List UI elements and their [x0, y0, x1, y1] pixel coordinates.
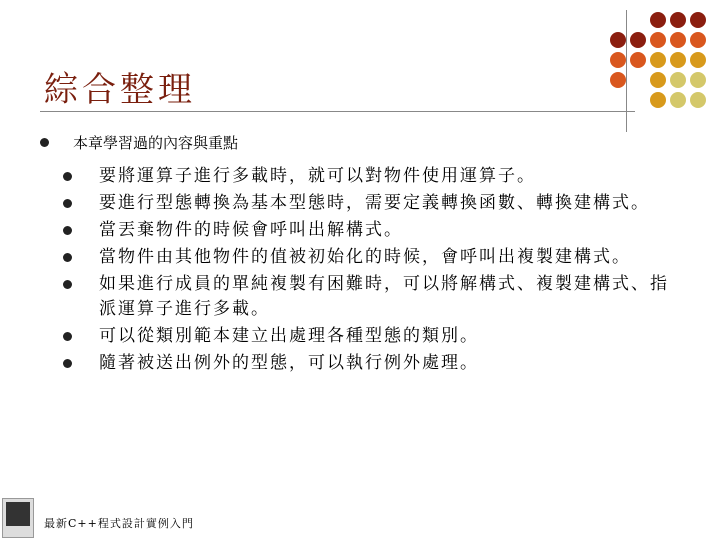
slide-title: 綜合整理	[44, 70, 196, 110]
decoration-dot	[670, 32, 686, 48]
decoration-dot	[610, 72, 626, 88]
decoration-dot	[650, 92, 666, 108]
list-item	[63, 164, 670, 189]
decoration-dot	[650, 12, 666, 28]
decoration-dot	[690, 32, 706, 48]
bullet-icon	[63, 332, 72, 341]
bullet-icon	[63, 359, 72, 368]
bullet-heading: 本章學習過的內容與重點	[73, 134, 239, 152]
bullet-icon	[63, 280, 72, 289]
list-item-text: 當丟棄物件的時候會呼叫出解構式。	[99, 220, 403, 240]
decoration-dot	[630, 52, 646, 68]
list-item-text: 要將運算子進行多載時，就可以對物件使用運算子。	[99, 166, 536, 186]
footer-text: 最新C++程式設計實例入門	[44, 517, 194, 530]
bullet-icon	[63, 172, 72, 181]
bullet-icon	[63, 253, 72, 262]
decoration-dot	[650, 72, 666, 88]
decoration-dot	[670, 52, 686, 68]
list-item-text: 隨著被送出例外的型態，可以執行例外處理。	[99, 353, 479, 373]
bullet-icon	[40, 138, 49, 147]
decoration-dot	[690, 72, 706, 88]
decoration-dot	[690, 12, 706, 28]
bullet-level1	[40, 132, 680, 154]
slide-content	[40, 132, 680, 378]
list-item	[63, 351, 670, 376]
decoration-vertical-line	[626, 10, 627, 132]
list-item-text: 要進行型態轉換為基本型態時，需要定義轉換函數、轉換建構式。	[99, 193, 650, 213]
bullet-icon	[63, 226, 72, 235]
list-item-text: 可以從類別範本建立出處理各種型態的類別。	[99, 326, 479, 346]
list-item-text: 當物件由其他物件的值被初始化的時候，會呼叫出複製建構式。	[99, 247, 631, 267]
bullet-icon	[63, 199, 72, 208]
decoration-dot	[610, 52, 626, 68]
decoration-dots	[608, 10, 716, 110]
decoration-dot	[690, 52, 706, 68]
list-item	[63, 324, 670, 349]
title-divider	[40, 111, 635, 112]
list-item-text: 如果進行成員的單純複製有困難時，可以將解構式、複製建構式、指派運算子進行多載。	[99, 274, 669, 319]
decoration-dot	[670, 92, 686, 108]
list-item	[63, 218, 670, 243]
decoration-dot	[610, 32, 626, 48]
decoration-dot	[690, 92, 706, 108]
list-item	[63, 272, 670, 322]
decoration-dot	[670, 72, 686, 88]
decoration-dot	[650, 52, 666, 68]
list-item	[63, 245, 670, 270]
publisher-logo	[2, 498, 34, 538]
list-item	[63, 191, 670, 216]
decoration-dot	[630, 32, 646, 48]
decoration-dot	[670, 12, 686, 28]
decoration-dot	[650, 32, 666, 48]
sub-bullet-list	[40, 164, 680, 376]
